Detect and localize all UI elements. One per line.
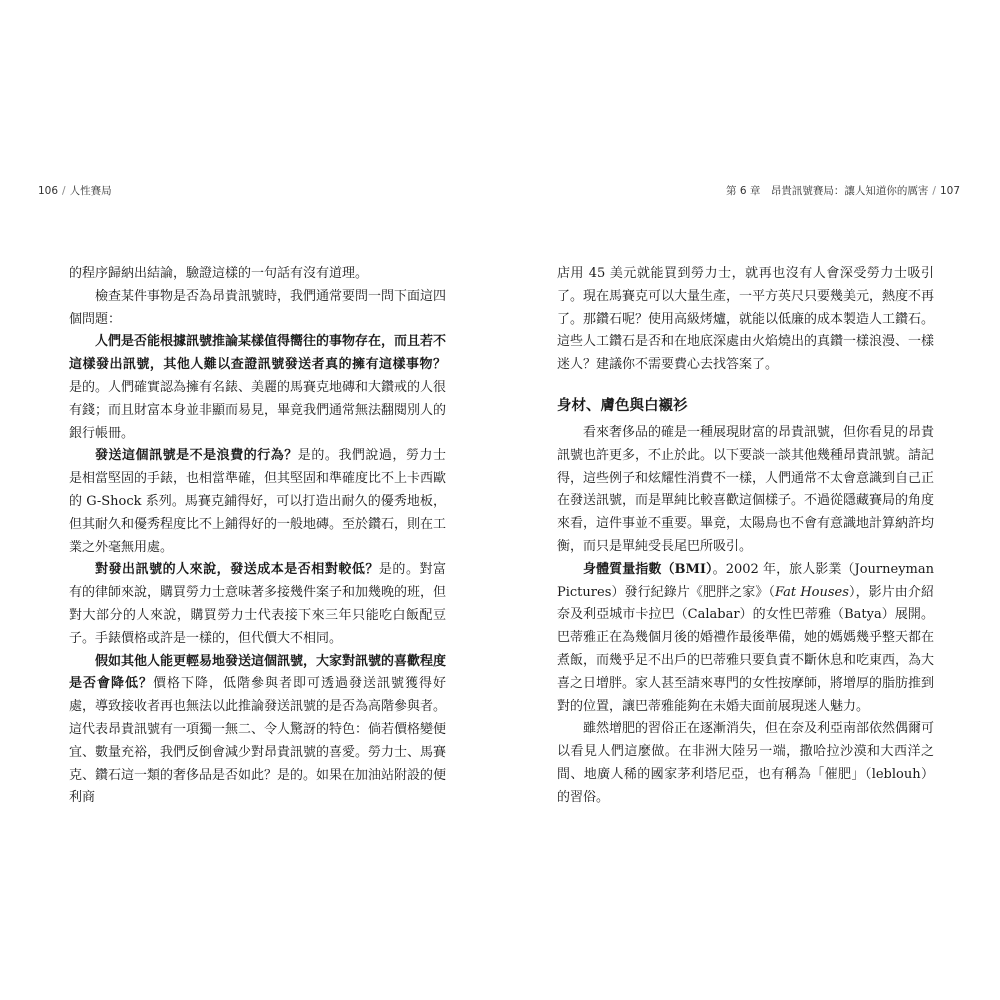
left-page-body	[69, 263, 446, 810]
page-number: 107	[939, 185, 960, 197]
question-bold: 人們是否能根據訊號推論某樣值得嚮往的事物存在，而且若不這樣發出訊號，其他人難以查證訊號發送者真的擁有這樣事物？	[69, 334, 447, 373]
question-paragraph-1	[69, 331, 446, 445]
paragraph-text: ），影片由介紹奈及利亞城市卡拉巴（Calabar）的女性巴蒂雅（Batya）展開。巴蒂雅正在為幾個月後的婚禮作最後準備，她的媽媽幾乎整天都在煮飯，而幾乎足不出戶的巴蒂雅只要負責不斷休息和吃東西，為大喜之日增胖。家人甚至請來專門的女性按摩師，將增厚的脂肪推到對的位置，讓巴蒂雅能夠在未婚夫面前展現迷人魅力。	[557, 584, 935, 714]
book-title: 人性賽局	[69, 185, 112, 197]
paragraph: 看來奢侈品的確是一種展現財富的昂貴訊號，但你看見的昂貴訊號也許更多，不止於此。以下要談一談其他幾種昂貴訊號。請記得，這些例子和炫耀性消費不一樣，人們通常不太會意識到自己正在發送訊號，而是單純比較喜歡這個樣子。不過從隱藏賽局的角度來看，這件事並不重要。畢竟，太陽鳥也不會有意識地計算納許均衡，而只是單純受長尾巴所吸引。	[557, 424, 935, 554]
paragraph: 檢查某件事物是否為昂貴訊號時，我們通常要問一問下面這四個問題：	[69, 288, 447, 327]
running-header-left	[38, 183, 112, 198]
film-title-italic: Fat Houses	[775, 584, 849, 600]
question-paragraph-2	[69, 445, 446, 559]
answer-text: 是的。人們確實認為擁有名錶、美麗的馬賽克地磚和大鑽戒的人很有錢；而且財富本身並非顯而易見，畢竟我們通常無法翻閱別人的銀行帳冊。	[69, 379, 447, 441]
paragraph: 店用 45 美元就能買到勞力士，就再也沒有人會深受勞力士吸引了。現在馬賽克可以大量生產，一平方英尺只要幾美元，熱度不再了。那鑽石呢？使用高級烤爐，就能以低廉的成本製造人工鑽石。這些人工鑽石是否和在地底深處由火焰燒出的真鑽一樣浪漫、一樣迷人？建議你不需要費心去找答案了。	[557, 266, 935, 373]
question-paragraph-4	[69, 651, 446, 811]
bmi-paragraph	[557, 559, 934, 719]
paragraph: 的程序歸納出結論，驗證這樣的一句話有沒有道理。	[69, 266, 369, 281]
question-bold: 對發出訊號的人來說，發送成本是否相對較低？	[95, 562, 379, 578]
running-header-right	[726, 183, 960, 198]
section-heading: 身材、膚色與白襯衫	[557, 396, 688, 414]
answer-text: 價格下降，低階參與者即可透過發送訊號獲得好處，導致接收者再也無法以此推論發送訊號的是否為高階參與者。這代表昂貴訊號有一項獨一無二、令人驚訝的特色：倘若價格變便宜、數量充裕，我們反倒會減少對昂貴訊號的喜愛。勞力士、馬賽克、鑽石這一類的奢侈品是否如此？是的。如果在加油站附設的便利商	[69, 676, 447, 806]
header-separator: /	[932, 185, 936, 197]
chapter-title: 第 6 章 昂貴訊號賽局：讓人知道你的厲害	[726, 185, 929, 197]
question-bold: 發送這個訊號是不是浪費的行為？	[95, 448, 298, 464]
question-bold: 假如其他人能更輕易地發送這個訊號，大家對訊號的喜歡程度是否會降低？	[69, 653, 447, 692]
answer-text: 是的。對富有的律師來說，購買勞力士意味著多接幾件案子和加幾晚的班，但對大部分的人來說，購買勞力士代表接下來三年只能吃白飯配豆子。手錶價格或許是一樣的，但代價大不相同。	[69, 562, 447, 646]
page-number: 106	[38, 185, 59, 197]
bmi-heading-bold: 身體質量指數（BMI）	[583, 561, 713, 577]
paragraph-text: 。2002 年，旅人影業（Journeyman Pictures）發行紀錄片《肥胖之家》（	[557, 561, 934, 600]
answer-text: 是的。我們說過，勞力士是相當堅固的手錶，也相當準確，但其堅固和準確度比不上卡西歐的 G-Shock 系列。馬賽克鋪得好，可以打造出耐久的優秀地板，但其耐久和優秀程度比不上鋪得好的一般地磚。至於鑽石，則在工業之外毫無用處。	[69, 448, 447, 555]
header-separator: /	[62, 185, 66, 197]
paragraph: 雖然增肥的習俗正在逐漸消失，但在奈及利亞南部依然偶爾可以看見人們這麼做。在非洲大陸另一端，撒哈拉沙漠和大西洋之間、地廣人稀的國家茅利塔尼亞，也有稱為「催肥」（leblouh）的習俗。	[557, 721, 935, 805]
question-paragraph-3	[69, 559, 446, 650]
right-page-body	[557, 263, 934, 810]
